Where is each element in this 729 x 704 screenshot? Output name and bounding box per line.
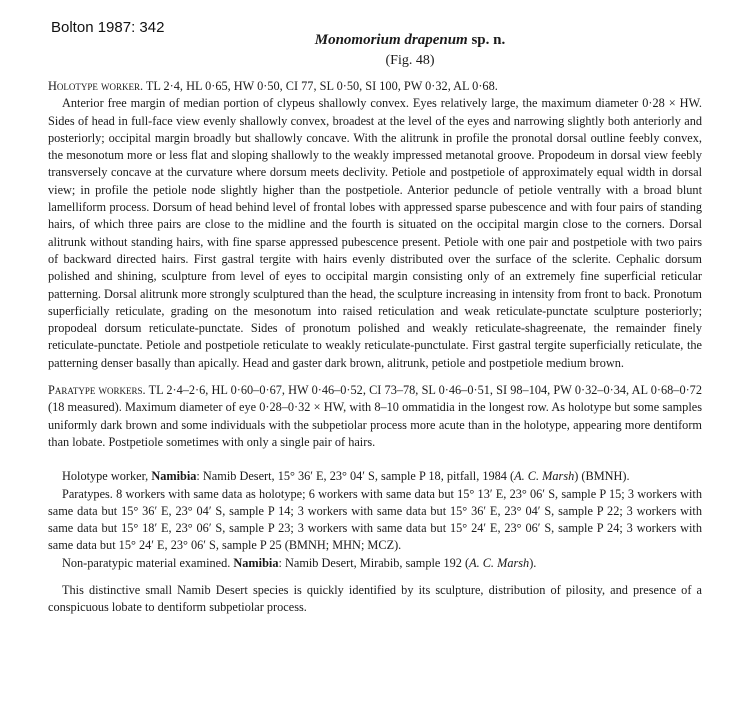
country-name: Namibia bbox=[233, 555, 279, 570]
holotype-depository: ) (BMNH). bbox=[574, 469, 630, 484]
document-body bbox=[48, 78, 702, 617]
collector-name: A. C. Marsh bbox=[514, 469, 575, 484]
holotype-paragraph bbox=[48, 78, 702, 95]
nonparatype-end: ). bbox=[529, 555, 537, 570]
diagnosis-paragraph: This distinctive small Namib Desert species is quickly identified by its sculpture, distribution of pilosity, and presence of a conspicuous lobate to dentiform subpetiolar process. bbox=[48, 583, 702, 615]
species-name: Monomorium drapenum bbox=[314, 32, 468, 48]
holotype-description: Anterior free margin of median portion of clypeus shallowly convex. Eyes relatively large, the maximum diameter 0·28 × HW. Sides of head in full-face view evenly shallowly convex, broadest at the level of the eyes and narrowing slightly both anteriorly and posteriorly; occipital margin broadly but shallowly concave. With the alitrunk in profile the pronotal dorsal outline feebly convex, the mesonotum more or less flat and sloping shallowly to the weakly impressed metanotal groove. Propodeum in dorsal view feebly transversely concave at the curvature where dorsum meets declivity. Petiole and postpetiole of approximately equal width in dorsal view; in profile the petiole node slightly higher than the postpetiole. Anterior peduncle of petiole ventrally with a broad blunt lamelliform process. Dorsum of head behind level of frontal lobes with appressed sparse pubescence and with four pairs of standing hairs, of which three pairs are close to the midline and the fourth is situated on the occipital margin close to the corners. Dorsal alitrunk without standing hairs, with fine sparse appressed pubescence present. Petiole with one pair and postpetiole with two pairs of backward directed hairs. First gastral tergite with hairs evenly distributed over the surface of the sclerite. Cephalic dorsum polished and shining, sculpture from level of eyes to occipital margin consisting only of an extremely fine superficial reticular patterning. Dorsal alitrunk more strongly sculptured than the head, the sculpture increasing in intensity from front to back. Pronotum superficially reticulate, grading on the mesonotum into raised reticulation and weak reticulate-punctate sculpture posteriorly; propodeal dorsum reticulate-punctate. Sides of pronotum polished and weakly reticulate-shagreenate, the remainder finely reticulate-punctate. Petiole and postpetiole reticulate to weakly reticulate-punctulate. First gastral tergite superficially reticulate, the patterning denser basally than apically. Head and gaster dark brown, alitrunk, petiole and postpetiole medium brown. bbox=[48, 96, 702, 370]
holotype-locality: : Namib Desert, 15° 36′ E, 23° 04′ S, sample P 18, pitfall, 1984 ( bbox=[196, 469, 515, 484]
nonparatype-label: Non-paratypic material examined. bbox=[62, 555, 234, 570]
nonparatype-locality: : Namib Desert, Mirabib, sample 192 ( bbox=[278, 555, 470, 570]
nonparatype-material bbox=[48, 555, 702, 572]
paratype-paragraph bbox=[48, 382, 702, 451]
paratype-material: Paratypes. 8 workers with same data as holotype; 6 workers with same data but 15° 13′ E, 23° 06′ S, sample P 15; 3 workers with same data but 15° 36′ E, 23° 04′ S, sample P 14; 3 workers with same data but 15° 36′ E, 23° 04′ S, sample P 22; 3 workers with same data but 15° 18′ E, 23° 06′ S, sample P 23; 3 workers with same data but 15° 24′ E, 23° 06′ S, sample P 24; 3 workers with same data but 15° 24′ E, 23° 06′ S, sample P 25 (BMNH; MHN; MCZ). bbox=[48, 486, 702, 553]
holotype-measurements: TL 2·4, HL 0·65, HW 0·50, CI 77, SL 0·50, SI 100, PW 0·32, AL 0·68. bbox=[143, 79, 498, 93]
holotype-material bbox=[48, 468, 702, 485]
citation-reference: Bolton 1987: 342 bbox=[51, 19, 165, 36]
paratype-text: TL 2·4–2·6, HL 0·60–0·67, HW 0·46–0·52, CI 73–78, SL 0·46–0·51, SI 98–104, PW 0·32–0·34, AL 0·68–0·72 (18 measured). Maximum diameter of eye 0·28–0·32 × HW, with 8–10 ommatidia in the longest row. As holotype but some samples uniformly dark brown and some individuals with the subpetiolar process more acute than in the holotype, appearing more dentiform than lobate. Postpetiole sometimes with only a single pair of hairs. bbox=[48, 383, 702, 449]
holotype-heading: Holotype worker. bbox=[48, 79, 144, 93]
collector-name: A. C. Marsh bbox=[469, 555, 530, 570]
country-name: Namibia bbox=[151, 469, 197, 484]
species-suffix: sp. n. bbox=[467, 32, 506, 48]
holotype-material-text: Holotype worker, bbox=[62, 469, 152, 484]
paratype-heading: Paratype workers. bbox=[48, 383, 146, 398]
species-title bbox=[200, 31, 620, 49]
figure-reference: (Fig. 48) bbox=[385, 53, 435, 68]
